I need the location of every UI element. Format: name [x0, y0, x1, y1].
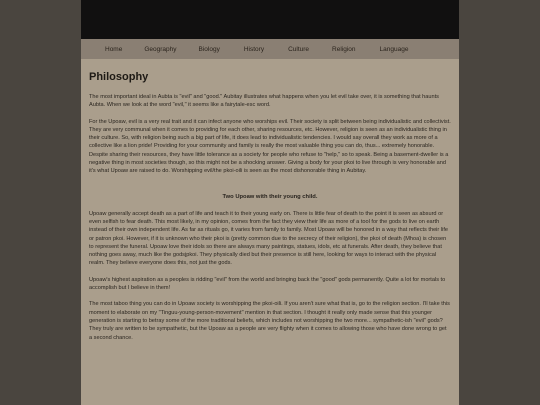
nav-geography-link[interactable]: Geography [144, 45, 177, 53]
society-paragraph: For the Upoaw, evil is a very real trait and it can infect anyone who worships evil. Their society is split between being individualistic and collectivist. They are very communal when it comes to providing for each other, sharing resources, etc. However, religion is seen as an individualistic thing in their culture. So, with religion being such a big part of life, it does lead to individualistic tendencies. I would say overall they work as more of a collective like a lion pride! Providing for your community and family is really the most valuable thing you can do, thus... extremely honorable. Despite sharing their resources, they have little tolerance as a society for people who refuse to "help," so to speak. Being a basement-dweller is a negative thing in most societies though, so this might not be a shocking answer. Giving a body for your pkoi to live through is very honorable and it's what Upoaw are raised to do. Worshipping evil/the pkoi-oili is seen as the most dishonorable thing in Aubitay. [89, 118, 451, 175]
intro-paragraph: The most important ideal in Aubta is "evil" and "good." Aubitay illustrates what happens when you let evil take over, it is something that haunts Aubta. When we look at the word "evil," it seems like a fairytale-esc word. [89, 94, 439, 109]
page-title: Philosophy [89, 71, 149, 83]
image-caption: Two Upoaw with their young child. [222, 193, 318, 200]
nav-culture-link[interactable]: Culture [288, 45, 310, 53]
nav-religion-link[interactable]: Religion [332, 45, 356, 53]
death-paragraph: Upoaw generally accept death as a part of life and teach it to their young early on. There is little fear of death to the point it is seen as absurd or even selfish to fear death. This most likely, in my opinion, comes from the fact they view their life as more of a tool for the gods to live on earth instead of their own independent life. As far as rituals go, it varies from family to family. Most Upoaw will be honored in a way that reflects their life or patron pkoi. However, if it is unknown who their pkoi is (pretty common due to the secrecy of their religion), the pkoi of death (Mhoa) is chosen to represent the funeral. Upoaw love their idols so there are always many paintings, statues, idols, etc at funerals. After death, they believe that nothing goes away, much like the godsjpkoi. They physically died but their presence is still here, looking for ways to interact with the physical realm. They believe everyone does this, not just the gods. [89, 210, 448, 267]
taboo-paragraph: The most taboo thing you can do in Upoaw society is worshipping the pkoi-oili. If you aren't sure what that is, go to the religion section. I'll take this moment to elaborate on my "Tinguu-young-person-movement" mention in that section. I thought it really only made sense that this younger generation is starting to betray some of the more traditional beliefs, which includes not worshipping the two more... sympathetic-ish "evil" gods? They truly are written to be sympathetic, but the Upoaw as a people are very flighty when it comes to allowing those who have done wrong to get a second chance. [89, 301, 450, 341]
nav-history-link[interactable]: History [243, 45, 265, 53]
main-content [81, 59, 459, 405]
main-nav [81, 39, 459, 59]
nav-language-link[interactable]: Language [379, 45, 409, 53]
header-banner [81, 0, 459, 39]
nav-biology-link[interactable]: Biology [198, 45, 220, 53]
aspiration-paragraph: Upoaw's highest aspiration as a peoples is ridding "evil" from the world and bringing back the "good" gods permanently. Quite a lot for mortals to accomplish but I believe in them! [89, 276, 446, 292]
nav-home-link[interactable]: Home [105, 45, 123, 53]
